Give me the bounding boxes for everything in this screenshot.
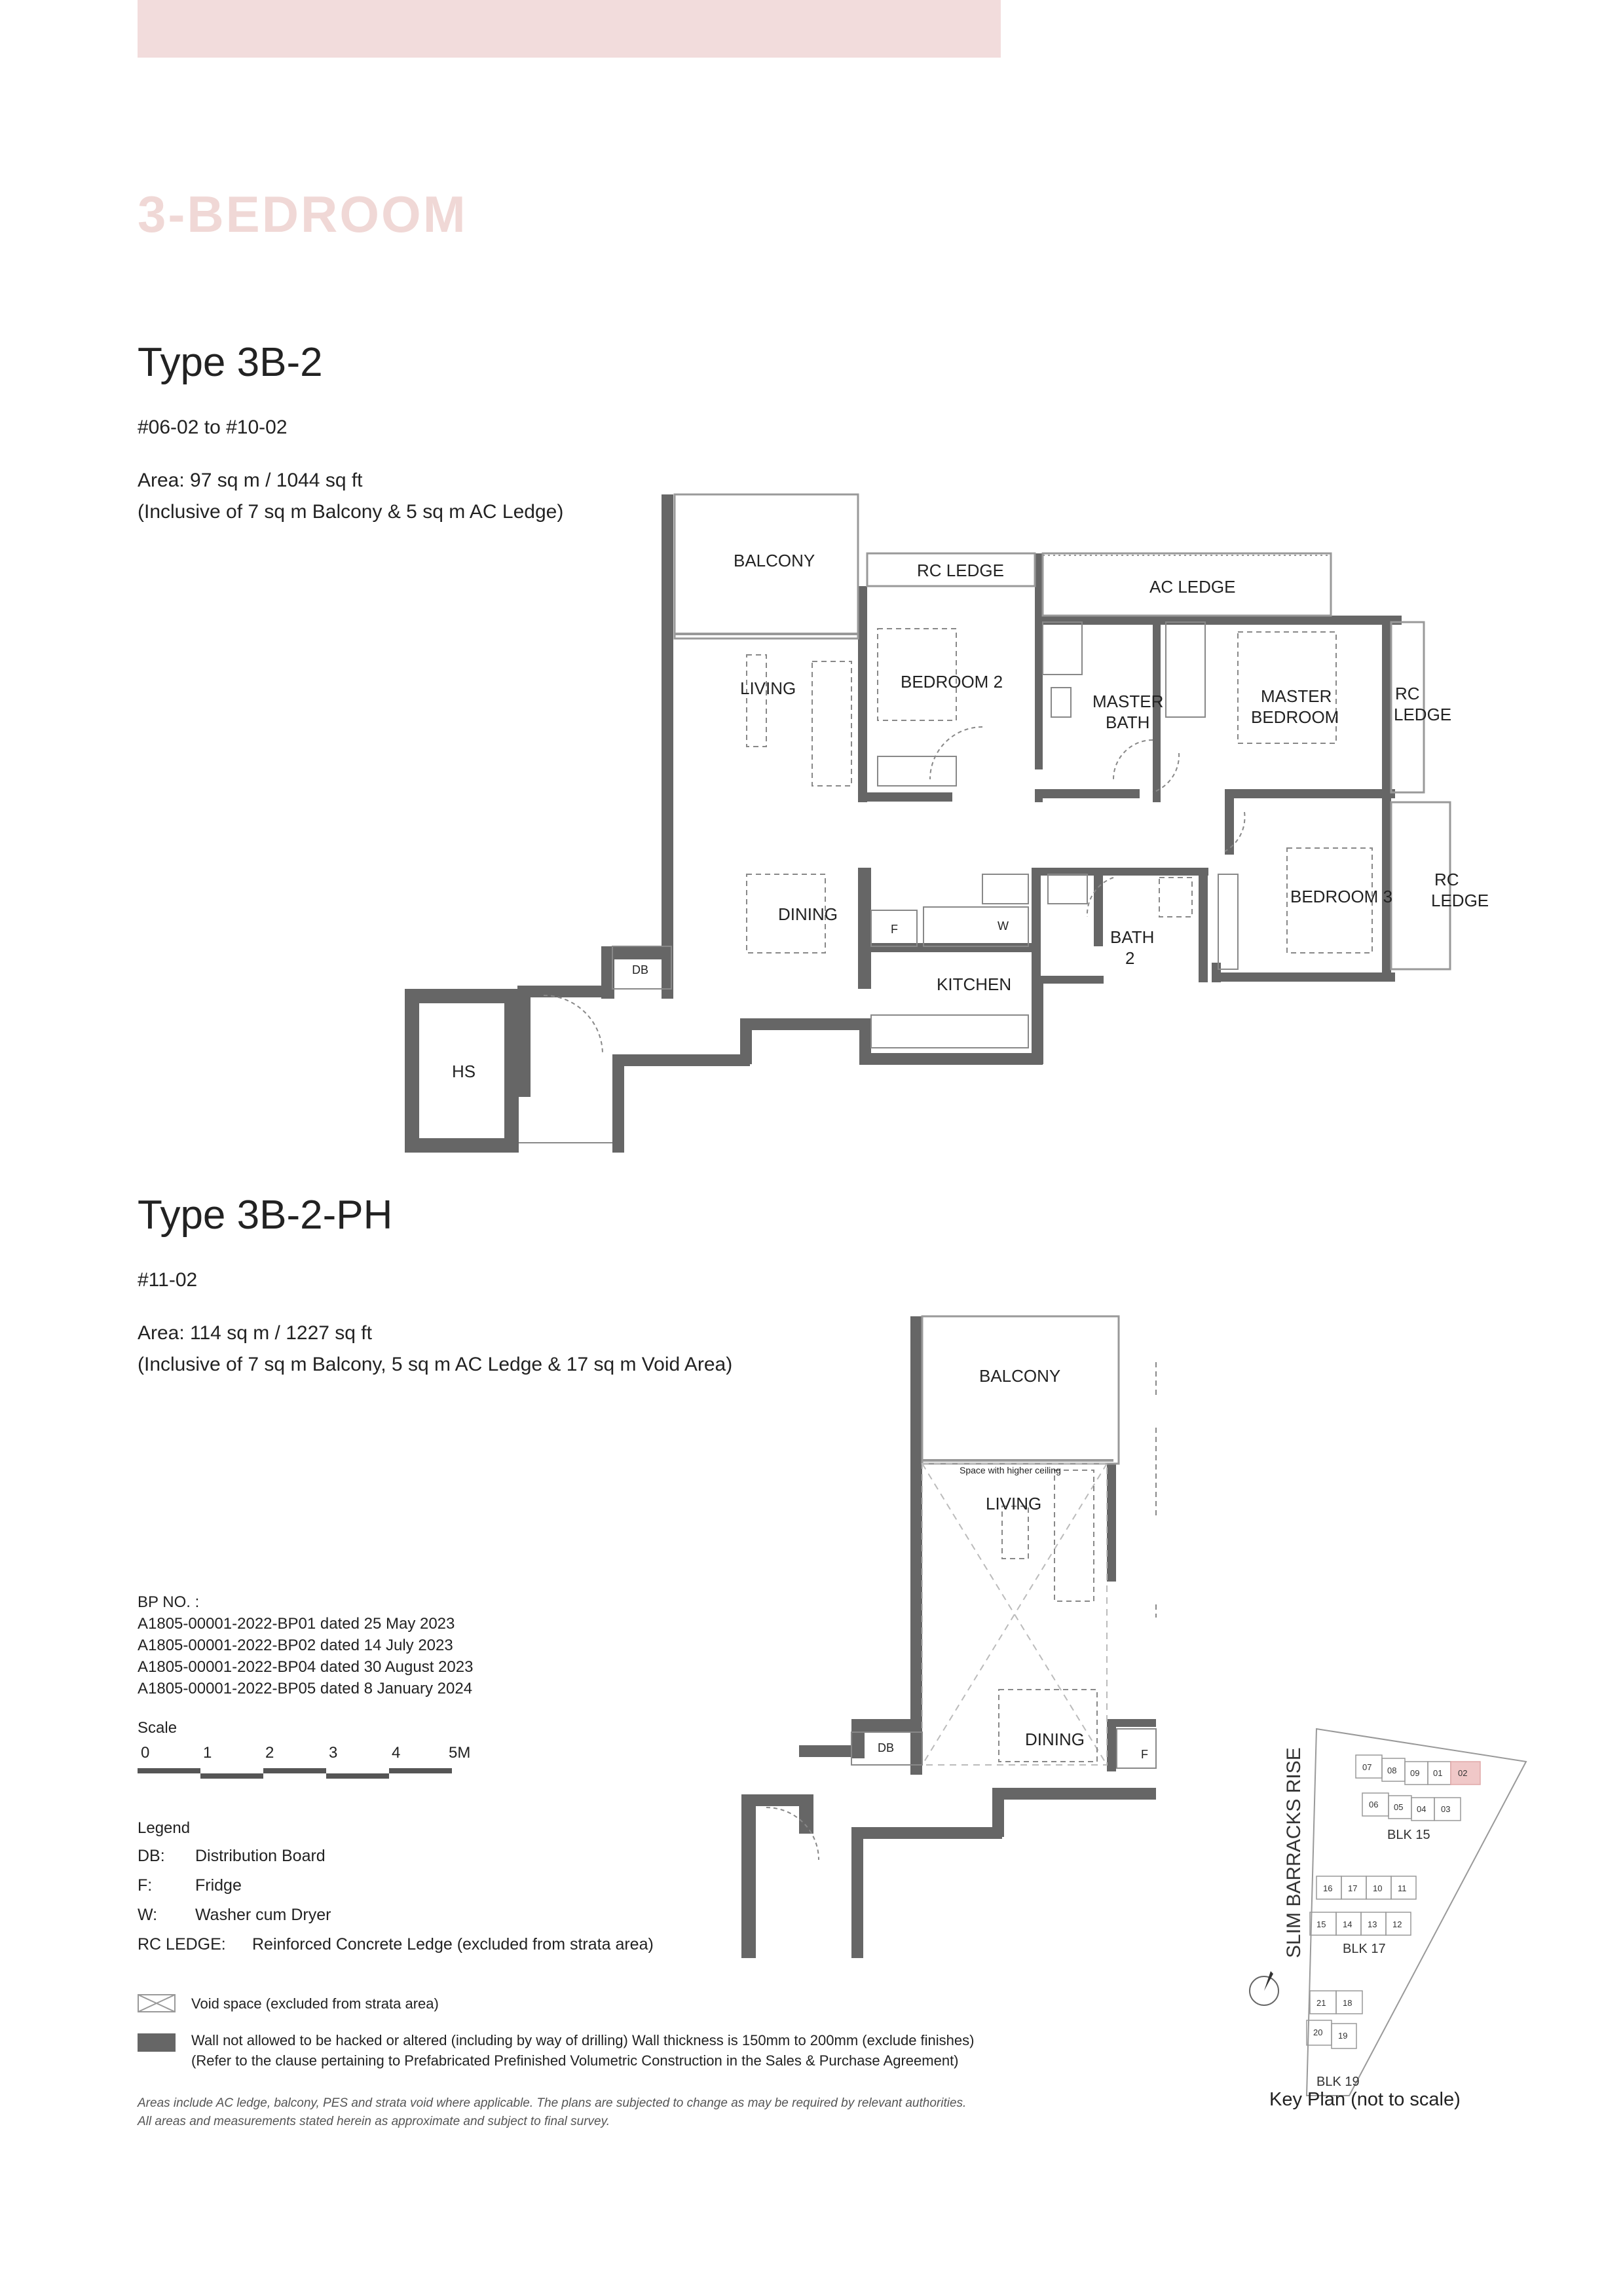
plan2-area-line2: (Inclusive of 7 sq m Balcony, 5 sq m AC Ledge & 17 sq m Void Area) — [138, 1354, 733, 1375]
keyplan-blk15: BLK 15 — [1387, 1828, 1430, 1842]
scale-tick: 5M — [449, 1744, 471, 1762]
key-plan — [1238, 1716, 1539, 2109]
plan1-label-master-bedroom-2: BEDROOM — [1251, 707, 1339, 727]
svg-text:16: 16 — [1323, 1883, 1333, 1893]
plan1-label-master-bath-2: BATH — [1106, 713, 1150, 732]
plan1-area-line2: (Inclusive of 7 sq m Balcony & 5 sq m AC Ledge) — [138, 501, 564, 523]
plan1-label-kitchen: KITCHEN — [937, 974, 1012, 994]
svg-text:19: 19 — [1338, 2031, 1348, 2041]
legend-title: Legend — [138, 1819, 191, 1837]
plan1-label-db: DB — [632, 963, 649, 976]
plan1-label-rc-ledge-b3-2: LEDGE — [1431, 891, 1489, 910]
plan1-label-ac-ledge: AC LEDGE — [1149, 577, 1236, 597]
plan1-walls — [405, 494, 1402, 1153]
bp-line: A1805-00001-2022-BP02 dated 14 July 2023 — [138, 1637, 453, 1654]
plan1-label-rc-ledge-b3-1: RC — [1434, 870, 1459, 889]
plan1-label-balcony: BALCONY — [734, 551, 815, 570]
svg-text:20: 20 — [1313, 2028, 1323, 2037]
plan1-label-hs: HS — [452, 1062, 476, 1081]
svg-text:07: 07 — [1362, 1762, 1372, 1772]
plan2-type-title: Type 3B-2-PH — [138, 1193, 393, 1238]
keyplan-blk19: BLK 19 — [1316, 2075, 1360, 2089]
plan1-label-rc-ledge-right-2: LEDGE — [1394, 705, 1452, 724]
svg-text:14: 14 — [1343, 1919, 1352, 1929]
plan1-label-living: LIVING — [740, 678, 796, 698]
plan2-floor-plan — [734, 1310, 1192, 1991]
bp-line: A1805-00001-2022-BP05 dated 8 January 2024 — [138, 1680, 473, 1697]
legend-item: W: Washer cum Dryer — [138, 1906, 331, 1924]
scale-tick: 2 — [265, 1744, 274, 1762]
plan1-label-bedroom3: BEDROOM 3 — [1290, 887, 1393, 906]
plan1-type-title: Type 3B-2 — [138, 340, 323, 385]
plan2-label-fridge: F — [1141, 1748, 1148, 1761]
plan1-label-bath2-1: BATH — [1110, 927, 1155, 947]
svg-text:12: 12 — [1392, 1919, 1402, 1929]
plan2-area-line1: Area: 114 sq m / 1227 sq ft — [138, 1322, 372, 1344]
svg-text:09: 09 — [1410, 1768, 1420, 1778]
svg-text:04: 04 — [1417, 1804, 1427, 1814]
svg-text:08: 08 — [1387, 1766, 1397, 1775]
keyplan-road-label: SLIM BARRACKS RISE — [1283, 1747, 1305, 1958]
svg-text:13: 13 — [1368, 1919, 1377, 1929]
svg-text:02: 02 — [1458, 1768, 1468, 1778]
plan2-label-balcony: BALCONY — [979, 1366, 1061, 1386]
plan1-unit-range: #06-02 to #10-02 — [138, 417, 288, 438]
svg-text:15: 15 — [1316, 1919, 1326, 1929]
bp-title: BP NO. : — [138, 1593, 200, 1611]
header-band — [138, 0, 1001, 58]
void-legend-text: Void space (excluded from strata area) — [191, 1995, 439, 2012]
svg-text:01: 01 — [1433, 1768, 1443, 1778]
scale-tick: 4 — [392, 1744, 401, 1762]
svg-text:21: 21 — [1316, 1998, 1326, 2008]
svg-text:18: 18 — [1343, 1998, 1352, 2008]
footer-note: Areas include AC ledge, balcony, PES and strata void where applicable. The plans are subjected to change as may be required by relevant authorities. All areas and measurements stated herein as approximate and subject to final survey. — [138, 2096, 967, 2128]
svg-text:11: 11 — [1398, 1883, 1407, 1893]
plan1-floor-plan — [393, 485, 1506, 1166]
wall-swatch — [138, 2033, 176, 2052]
plan1-area-line1: Area: 97 sq m / 1044 sq ft — [138, 470, 363, 491]
plan2-label-db: DB — [878, 1741, 895, 1754]
scale-tick: 0 — [141, 1744, 150, 1762]
plan1-label-bath2-2: 2 — [1125, 948, 1135, 968]
svg-text:03: 03 — [1441, 1804, 1451, 1814]
plan1-label-rc-ledge-top: RC LEDGE — [917, 561, 1004, 580]
legend-item: F: Fridge — [138, 1876, 242, 1895]
legend-list — [138, 1847, 654, 1965]
scale-tick: 3 — [329, 1744, 338, 1762]
svg-text:05: 05 — [1394, 1802, 1404, 1812]
keyplan-caption: Key Plan (not to scale) — [1269, 2089, 1461, 2110]
plan2-label-dining: DINING — [1025, 1730, 1085, 1749]
plan2-unit-range: #11-02 — [138, 1269, 198, 1291]
bp-block — [138, 1591, 473, 1699]
scale-bar — [138, 1742, 478, 1781]
plan2-label-higher-ceiling: Space with higher ceiling — [960, 1465, 1061, 1475]
keyplan-blk17: BLK 17 — [1343, 1942, 1386, 1956]
void-swatch — [138, 1994, 177, 2014]
scale-title: Scale — [138, 1719, 177, 1737]
section-title: 3-BEDROOM — [138, 185, 468, 243]
plan2-area — [138, 1318, 732, 1380]
plan2-walls — [741, 1316, 1156, 1958]
plan1-label-rc-ledge-right-1: RC — [1395, 684, 1420, 703]
svg-text:17: 17 — [1348, 1883, 1358, 1893]
bp-line: A1805-00001-2022-BP01 dated 25 May 2023 — [138, 1615, 455, 1633]
legend-item: DB: Distribution Board — [138, 1847, 326, 1865]
plan1-label-washer: W — [998, 919, 1009, 933]
svg-text:10: 10 — [1373, 1883, 1383, 1893]
plan1-label-master-bedroom-1: MASTER — [1261, 686, 1332, 706]
plan1-label-bedroom2: BEDROOM 2 — [901, 672, 1003, 692]
plan1-label-master-bath-1: MASTER — [1092, 692, 1164, 711]
plan1-label-fridge: F — [891, 923, 898, 936]
legend-item: RC LEDGE: Reinforced Concrete Ledge (excluded from strata area) — [138, 1935, 654, 1953]
wall-legend-text: Wall not allowed to be hacked or altered (including by way of drilling) Wall thickness is 150mm to 200mm (exclude finishes) (Refer to the clause pertaining to Prefabricated Prefinished Volumetric Construction in the Sales & Purchase Agreement) — [191, 2032, 975, 2069]
plan2-label-living: LIVING — [986, 1494, 1042, 1513]
svg-text:06: 06 — [1369, 1800, 1379, 1809]
bp-line: A1805-00001-2022-BP04 dated 30 August 2023 — [138, 1658, 474, 1676]
plan1-label-dining: DINING — [778, 904, 838, 924]
scale-tick: 1 — [203, 1744, 212, 1762]
